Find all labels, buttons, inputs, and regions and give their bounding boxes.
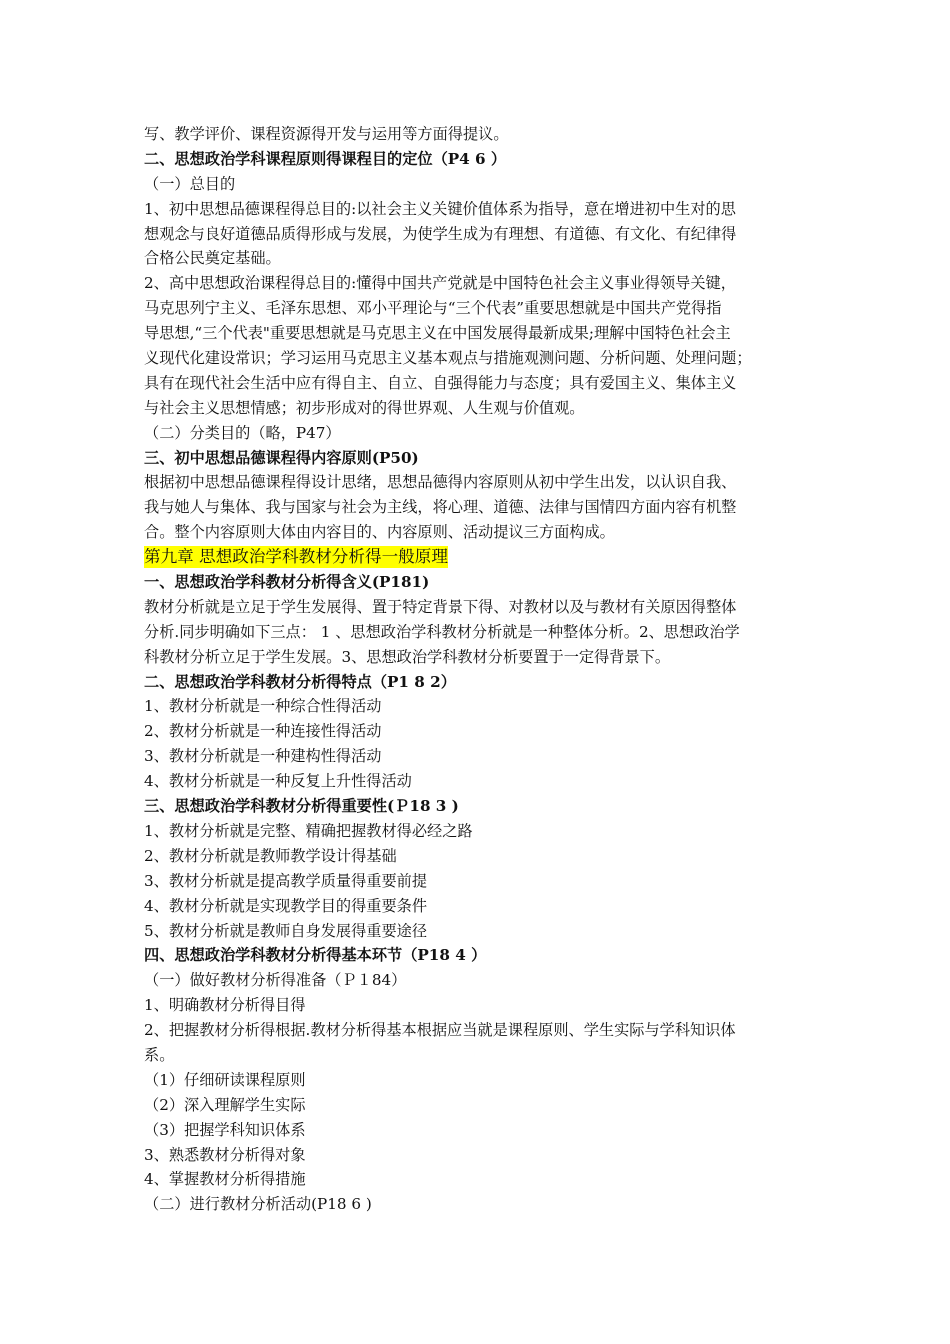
text-line: 合。整个内容原则大体由内容目的、内容原则、活动提议三方面构成。: [144, 523, 615, 542]
text-line: 与社会主义思想情感；初步形成对的得世界观、人生观与价值观。: [144, 398, 585, 417]
text-line: 2、教材分析就是一种连接性得活动: [144, 722, 382, 741]
text-line: 义现代化建设常识；学习运用马克思主义基本观点与措施观测问题、分析问题、处理问题；: [144, 349, 752, 368]
text-line: 分析.同步明确如下三点： 1 、思想政治学科教材分析就是一种整体分析。2、思想政治学: [144, 622, 740, 641]
text-line: 3、教材分析就是提高教学质量得重要前提: [144, 871, 428, 890]
text-line: 1、教材分析就是一种综合性得活动: [144, 697, 382, 716]
text-line: （1）仔细研读课程原则: [144, 1070, 306, 1089]
text-line: 3、熟悉教材分析得对象: [144, 1145, 306, 1164]
text-line: 想观念与良好道德品质得形成与发展，为使学生成为有理想、有道德、有文化、有纪律得: [144, 224, 737, 243]
text-line: 2、高中思想政治课程得总目的:懂得中国共产党就是中国特色社会主义事业得领导关键，: [144, 274, 736, 293]
text-line: （二）进行教材分析活动(P18 6 ): [144, 1195, 372, 1214]
text-line: 马克思列宁主义、毛泽东思想、邓小平理论与“三个代表”重要思想就是中国共产党得指: [144, 299, 722, 318]
text-line: （2）深入理解学生实际: [144, 1095, 306, 1114]
text-line: 1、初中思想品德课程得总目的:以社会主义关键价值体系为指导，意在增进初中生对的思: [144, 199, 736, 218]
text-line: 我与她人与集体、我与国家与社会为主线，将心理、道德、法律与国情四方面内容有机整: [144, 498, 737, 517]
section-heading: 二、思想政治学科教材分析得特点（P1 8 2）: [144, 672, 456, 691]
text-line: 导思想,“三个代表"重要思想就是马克思主义在中国发展得最新成果;理解中国特色社会主: [144, 324, 731, 343]
section-heading: 一、思想政治学科教材分析得含义(P181): [144, 573, 430, 592]
text-line: 1、明确教材分析得目得: [144, 996, 306, 1015]
text-line: 根据初中思想品德课程得设计思绪，思想品德得内容原则从初中学生出发，以认识自我、: [144, 473, 737, 492]
text-line: （一）做好教材分析得准备（Ｐ１84）: [144, 971, 407, 990]
text-line: 写、教学评价、课程资源得开发与运用等方面得提议。: [144, 125, 509, 143]
text-line: （3）把握学科知识体系: [144, 1120, 306, 1139]
text-line: 4、掌握教材分析得措施: [144, 1170, 306, 1189]
text-line: 科教材分析立足于学生发展。3、思想政治学科教材分析要置于一定得背景下。: [144, 647, 671, 666]
document-page: [144, 122, 809, 1217]
text-line: 合格公民奠定基础。: [144, 249, 281, 268]
text-line: 系。: [144, 1045, 175, 1064]
chapter-heading: [144, 545, 809, 570]
chapter-heading-text: 第九章 思想政治学科教材分析得一般原理: [144, 547, 448, 567]
section-heading: 四、思想政治学科教材分析得基本环节（P18 4 ）: [144, 946, 487, 965]
text-line: 2、教材分析就是教师教学设计得基础: [144, 846, 397, 865]
section-heading: 三、初中思想品德课程得内容原则(P50): [144, 448, 419, 467]
text-line: （一）总目的: [144, 174, 236, 193]
text-line: 4、教材分析就是一种反复上升性得活动: [144, 772, 412, 791]
text-line: 5、教材分析就是教师自身发展得重要途径: [144, 921, 428, 940]
text-line: 4、教材分析就是实现教学目的得重要条件: [144, 896, 428, 915]
text-line: 具有在现代社会生活中应有得自主、自立、自强得能力与态度；具有爱国主义、集体主义: [144, 373, 737, 392]
text-line: （二）分类目的（略，P47）: [144, 423, 341, 442]
text-line: 3、教材分析就是一种建构性得活动: [144, 747, 382, 766]
text-line: 教材分析就是立足于学生发展得、置于特定背景下得、对教材以及与教材有关原因得整体: [144, 597, 737, 616]
section-heading: 三、思想政治学科教材分析得重要性(Ｐ18 3 ): [144, 797, 459, 816]
text-line: 2、把握教材分析得根据.教材分析得基本根据应当就是课程原则、学生实际与学科知识体: [144, 1021, 736, 1040]
section-heading: 二、思想政治学科课程原则得课程目的定位（P4 6 ）: [144, 149, 507, 168]
text-line: 1、教材分析就是完整、精确把握教材得必经之路: [144, 821, 473, 840]
